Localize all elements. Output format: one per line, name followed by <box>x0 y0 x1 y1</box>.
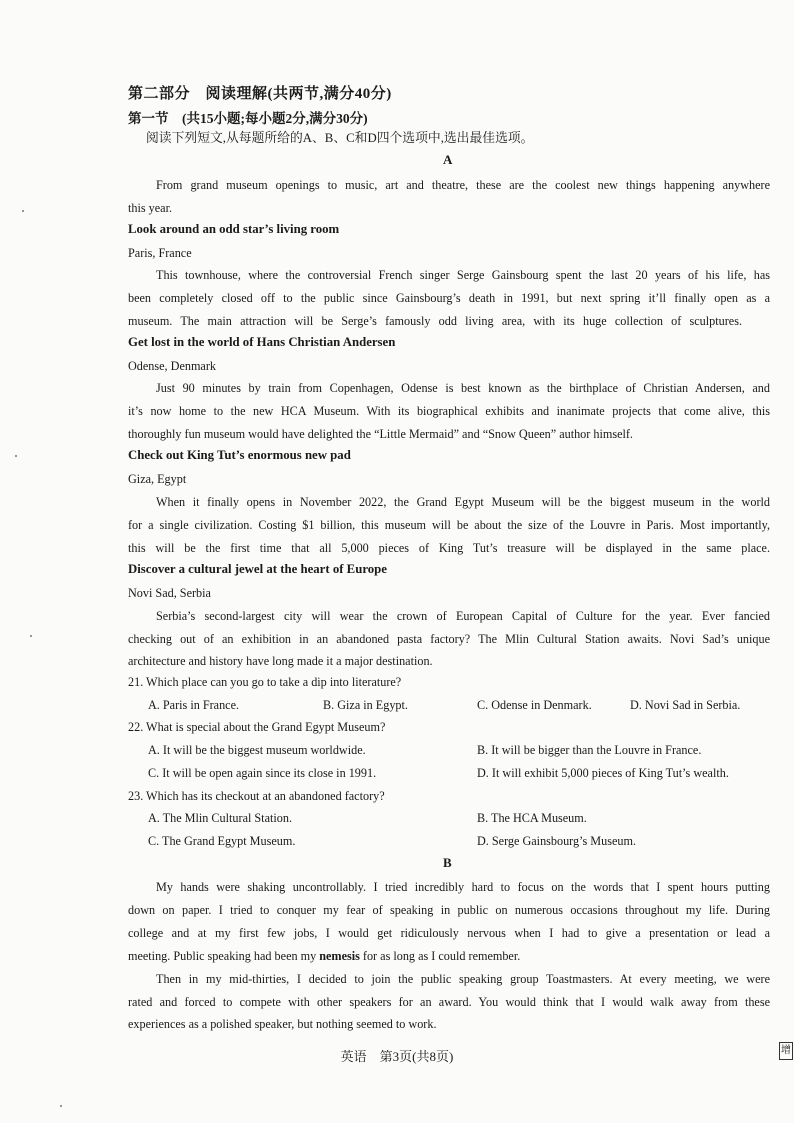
question-option: C. It will be open again since its close in 1991. <box>148 766 377 780</box>
section-place: Novi Sad, Serbia <box>128 586 211 600</box>
passage-a-letter: A <box>443 152 453 167</box>
section-heading: Check out King Tut’s enormous new pad <box>128 448 351 462</box>
question-option: A. It will be the biggest museum worldwide. <box>148 743 366 757</box>
corner-stamp: 增 <box>779 1042 793 1060</box>
paragraph-line: this will be the first time that all 5,000 pieces of King Tut’s treasure will be displayed in the same place. <box>128 541 770 555</box>
section-place: Paris, France <box>128 246 192 260</box>
part-title: 第二部分 阅读理解(共两节,满分40分) <box>128 86 392 102</box>
paragraph-line: This townhouse, where the controversial French singer Serge Gainsbourg spent the last 20 years of his life, has <box>156 268 770 282</box>
question-option: A. The Mlin Cultural Station. <box>148 811 292 825</box>
paragraph-line: museum. The main attraction will be Serge’s famously odd living area, with its huge collection of sculptures. <box>128 314 742 328</box>
scan-speck <box>15 455 17 457</box>
passage-b-letter: B <box>443 855 452 870</box>
paragraph-line: When it finally opens in November 2022, the Grand Egypt Museum will be the biggest museum in the world <box>156 495 770 509</box>
scan-speck <box>30 635 32 637</box>
paragraph-line: experiences as a polished speaker, but nothing seemed to work. <box>128 1017 437 1031</box>
question-option: D. Novi Sad in Serbia. <box>630 698 741 712</box>
question-option: B. Giza in Egypt. <box>323 698 408 712</box>
section-heading: Discover a cultural jewel at the heart of Europe <box>128 562 387 576</box>
question-option: D. Serge Gainsbourg’s Museum. <box>477 834 636 848</box>
intro-line: From grand museum openings to music, art and theatre, these are the coolest new things happening anywhere <box>156 178 770 192</box>
question-option: D. It will exhibit 5,000 pieces of King Tut’s wealth. <box>477 766 729 780</box>
section-heading: Look around an odd star’s living room <box>128 222 340 236</box>
question-option: C. The Grand Egypt Museum. <box>148 834 296 848</box>
paragraph-line: Just 90 minutes by train from Copenhagen, Odense is best known as the birthplace of Christian Andersen, and <box>156 381 770 395</box>
paragraph-line: architecture and history have long made it a major destination. <box>128 654 433 668</box>
section-heading: Get lost in the world of Hans Christian Andersen <box>128 335 396 349</box>
page-footer: 英语 第3页(共8页) <box>340 1049 454 1064</box>
paragraph-line: thoroughly fun museum would have delighted the “Little Mermaid” and “Snow Queen” author himself. <box>128 427 633 441</box>
paragraph-line: Then in my mid-thirties, I decided to join the public speaking group Toastmasters. At every meeting, we were <box>156 972 770 986</box>
paragraph-line: college and at my first few jobs, I would get ridiculously nervous when I had to give a presentation or lead a <box>128 926 770 940</box>
section-title: 第一节 (共15小题;每小题2分,满分30分) <box>128 111 368 126</box>
section-place: Giza, Egypt <box>128 472 187 486</box>
paragraph-line: it’s now home to the new HCA Museum. With its biographical exhibits and inanimate projects that come alive, this <box>128 404 770 418</box>
paragraph-line: been completely closed off to the public since Gainsbourg’s death in 1991, but next spring it’ll finally open as a <box>128 291 770 305</box>
text-run: meeting. Public speaking had been my <box>128 949 320 963</box>
text-run: for as long as I could remember. <box>359 949 521 963</box>
question-option: A. Paris in France. <box>148 698 240 712</box>
question-stem: 23. Which has its checkout at an abandoned factory? <box>128 789 385 803</box>
paragraph-line: Serbia’s second-largest city will wear the crown of European Capital of Culture for the year. Ever fancied <box>156 609 770 623</box>
paragraph-line: rated and forced to compete with other speakers for an award. You would think that I would walk away from these <box>128 995 770 1009</box>
question-stem: 21. Which place can you go to take a dip into literature? <box>128 675 402 689</box>
paragraph-line: checking out of an exhibition in an abandoned pasta factory? The Mlin Cultural Station awaits. Novi Sad’s unique <box>128 632 770 646</box>
paragraph-line: down on paper. I tried to conquer my fear of speaking in public on numerous occasions throughout my life. During <box>128 903 770 917</box>
question-stem: 22. What is special about the Grand Egypt Museum? <box>128 720 386 734</box>
paragraph-line <box>128 948 520 964</box>
question-option: B. It will be bigger than the Louvre in France. <box>477 743 702 757</box>
scan-speck <box>60 1105 62 1107</box>
scan-speck <box>22 210 24 212</box>
question-option: C. Odense in Denmark. <box>477 698 592 712</box>
paragraph-line: My hands were shaking uncontrollably. I tried incredibly hard to focus on the words that I spent hours putting <box>156 880 770 894</box>
question-option: B. The HCA Museum. <box>477 811 587 825</box>
bold-word: nemesis <box>319 949 360 963</box>
intro-line: this year. <box>128 201 173 215</box>
instructions: 阅读下列短文,从每题所给的A、B、C和D四个选项中,选出最佳选项。 <box>146 131 534 145</box>
section-place: Odense, Denmark <box>128 359 216 373</box>
paragraph-line: for a single civilization. Costing $1 billion, this museum will be about the size of the Louvre in Paris. Most importantly, <box>128 518 770 532</box>
